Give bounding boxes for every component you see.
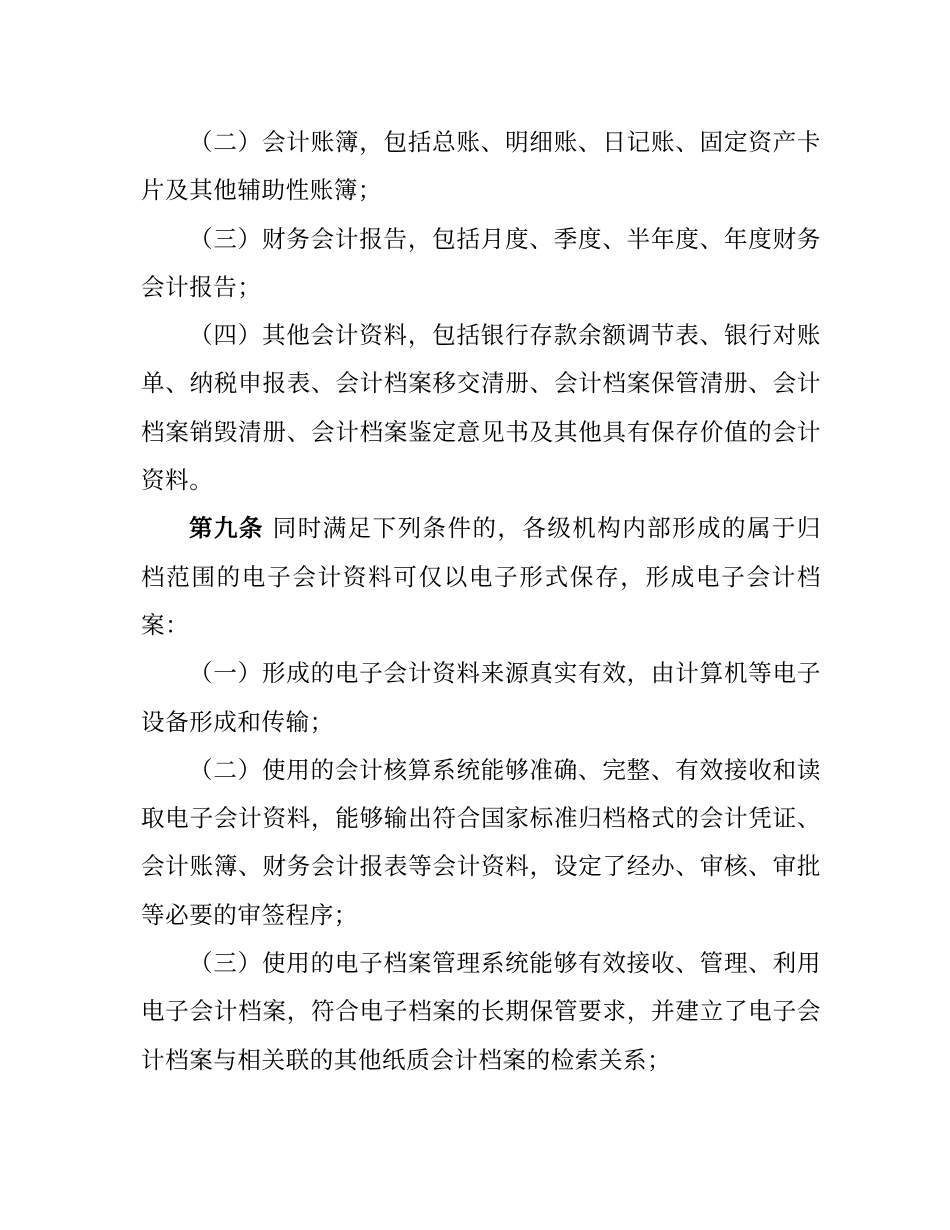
article-heading: 第九条 [189,514,264,543]
article-nine-text: 同时满足下列条件的，各级机构内部形成的属于归档范围的电子会计资料可仅以电子形式保存，形成电子会计档案： [141,514,821,639]
paragraph-condition-three: （三）使用的电子档案管理系统能够有效接收、管理、利用电子会计档案，符合电子档案的长期保管要求，并建立了电子会计档案与相关联的其他纸质会计档案的检索关系； [141,949,821,1074]
paragraph-condition-one: （一）形成的电子会计资料来源真实有效，由计算机等电子设备形成和传输； [141,659,821,736]
paragraph-other-materials: （四）其他会计资料，包括银行存款余额调节表、银行对账单、纳税申报表、会计档案移交清册、会计档案保管清册、会计档案销毁清册、会计档案鉴定意见书及其他具有保存价值的会计资料。 [141,321,821,495]
paragraph-ledgers: （二）会计账簿，包括总账、明细账、日记账、固定资产卡片及其他辅助性账簿； [141,128,821,205]
paragraph-financial-reports: （三）财务会计报告，包括月度、季度、半年度、年度财务会计报告； [141,224,821,301]
paragraph-condition-two: （二）使用的会计核算系统能够准确、完整、有效接收和读取电子会计资料，能够输出符合国家标准归档格式的会计凭证、会计账簿、财务会计报表等会计资料，设定了经办、审核、审批等必要的审签程序； [141,755,821,929]
document-body [141,118,821,1084]
paragraph-article-nine [141,504,821,649]
